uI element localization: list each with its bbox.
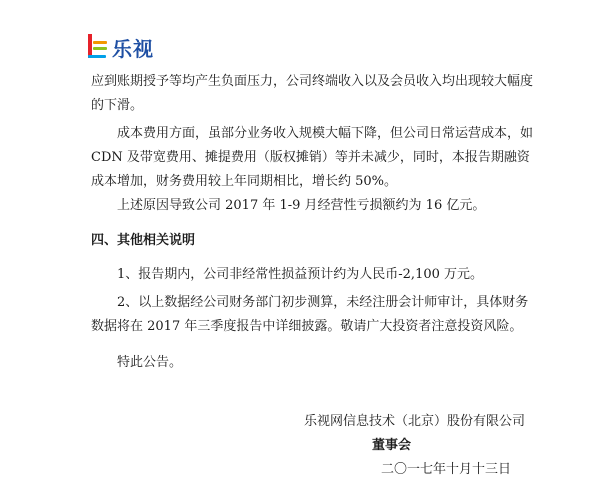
document-body — [91, 70, 536, 375]
paragraph-revenue-decline: 应到账期授予等均产生负面压力，公司终端收入以及会员收入均出现较大幅度的下滑。 — [91, 74, 534, 113]
letv-logo — [88, 33, 154, 61]
paragraph-operating-loss: 上述原因导致公司 2017 年 1-9 月经营性亏损额约为 16 亿元。 — [117, 198, 486, 213]
signature-block — [304, 410, 525, 482]
signature-company: 乐视网信息技术（北京）股份有限公司 — [303, 414, 525, 429]
logo-text: 乐视 — [112, 36, 154, 61]
signature-board: 董事会 — [371, 438, 411, 453]
paragraph-cost-expenses: 成本费用方面，虽部分业务收入规模大幅下降，但公司日常运营成本，如CDN 及带宽费用、摊提费用（版权摊销）等并未减少，同时，本报告期融资成本增加，财务费用较上年同期相比，增长约 50%。 — [91, 126, 534, 189]
signature-date: 二〇一七年十月十三日 — [380, 462, 511, 477]
letv-logo-icon — [88, 34, 108, 60]
note-item-1: 1、报告期内，公司非经常性损益预计约为人民币-2,100 万元。 — [117, 267, 484, 282]
section-heading-other-notes: 四、其他相关说明 — [91, 233, 196, 248]
closing-statement: 特此公告。 — [117, 355, 183, 370]
note-item-2: 2、以上数据经公司财务部门初步测算，未经注册会计师审计，具体财务数据将在 2017 年三季度报告中详细披露。敬请广大投资者注意投资风险。 — [91, 295, 529, 334]
